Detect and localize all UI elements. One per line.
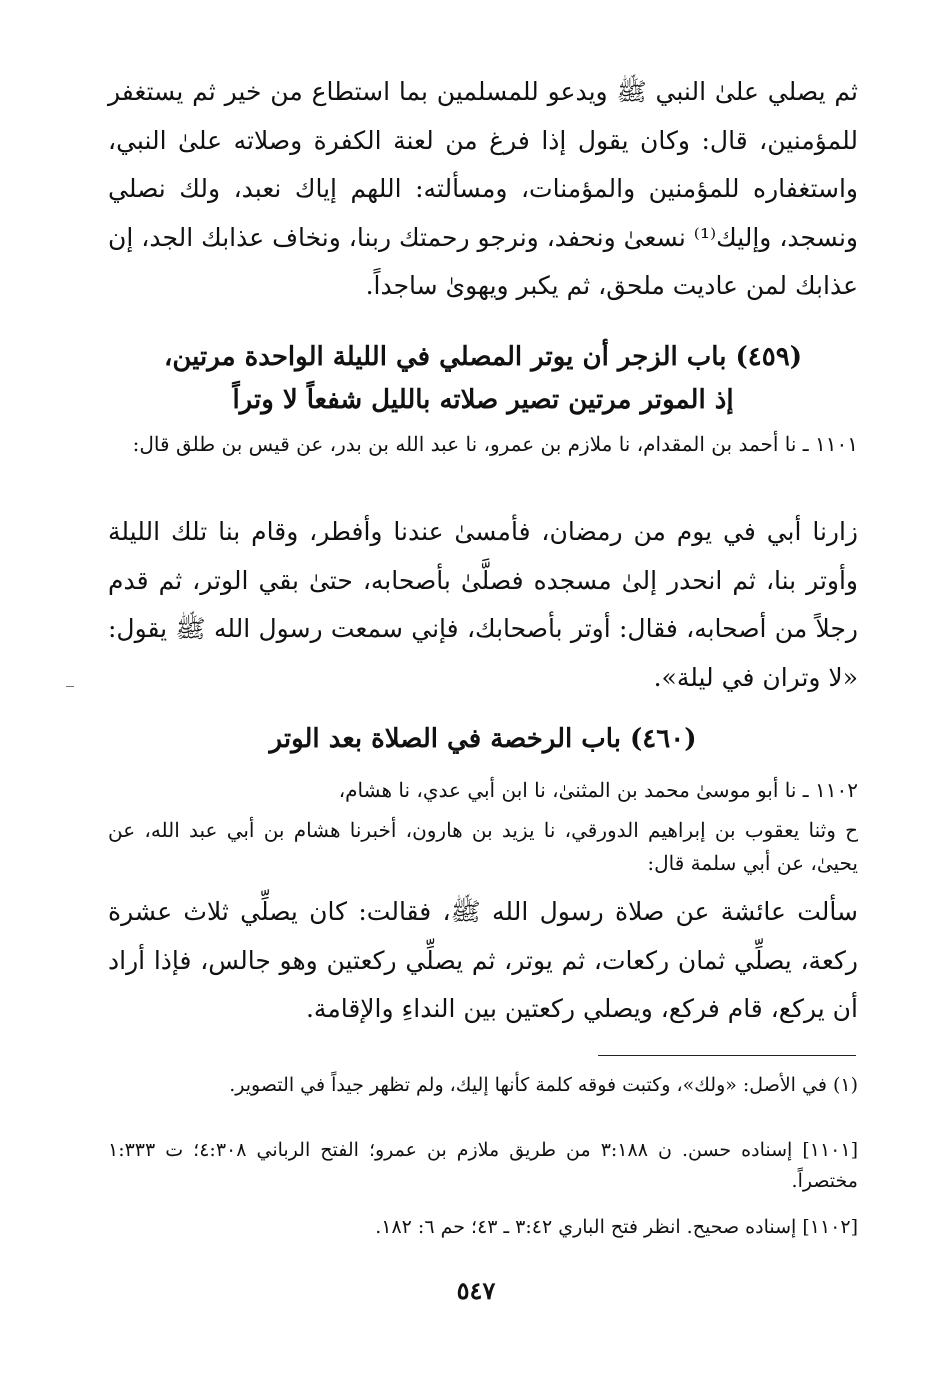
footnote-1: (١) في الأصل: «ولك»، وكتبت فوقه كلمة كأنها إليك، ولم تظهر جيداً في التصوير. [229, 1074, 858, 1096]
footnote-1102: [١١٠٢] إسناده صحيح. انظر فتح الباري ٣:٤٢ ـ ٤٣؛ حم ٦: ١٨٢. [375, 1216, 858, 1238]
chapter-460-heading: (٤٦٠) باب الرخصة في الصلاة بعد الوتر [269, 724, 697, 754]
page-number: ٥٤٧ [456, 1276, 496, 1305]
hadith-1101-matn: زارنا أبي في يوم من رمضان، فأمسىٰ عندنا وأفطر، وقام بنا تلك الليلة وأوتر بنا، ثم انحدر إلىٰ مسجده فصلَّىٰ بأصحابه، حتىٰ بقي الوتر، ثم قدم رجلاً من أصحابه، فقال: أوتر بأصحابك، فإني سمعت رسول الله ﷺ يقول: «لا وتران في ليلة». [108, 517, 858, 692]
footnote-separator [598, 1055, 856, 1056]
chapter-459-title-line2: إذ الموتر مرتين تصير صلاته بالليل شفعاً لا وتراً [232, 385, 734, 415]
margin-mark [66, 686, 74, 687]
chapter-459-heading [108, 336, 858, 422]
hadith-1102-isnad-2: ح وثنا يعقوب بن إبراهيم الدورقي، نا يزيد بن هارون، أخبرنا هشام بن أبي عبد الله، عن يحيىٰ، عن أبي سلمة قال: [108, 818, 858, 875]
chapter-459-title-line1: (٤٥٩) باب الزجر أن يوتر المصلي في الليلة الواحدة مرتين، [163, 342, 803, 372]
hadith-1101-isnad: ١١٠١ ـ نا أحمد بن المقدام، نا ملازم بن عمرو، نا عبد الله بن بدر، عن قيس بن طلق قال: [132, 432, 858, 456]
footnote-1101: [١١٠١] إسناده حسن. ن ٣:١٨٨ من طريق ملازم بن عمرو؛ الفتح الرباني ٤:٣٠٨؛ ت ١:٣٣٣ مختصراً. [108, 1139, 858, 1192]
intro-paragraph: ثم يصلي علىٰ النبي ﷺ ويدعو للمسلمين بما استطاع من خير ثم يستغفر للمؤمنين، قال: وكان يقول إذا فرغ من لعنة الكفرة وصلاته علىٰ النبي، واستغفاره للمؤمنين والمؤمنات، ومسألته: اللهم إياك نعبد، ولك نصلي ونسجد، وإليك⁽¹⁾ نسعىٰ ونحفد، ونرجو رحمتك ربنا، ونخاف عذابك الجد، إن عذابك لمن عاديت ملحق، ثم يكبر ويهوىٰ ساجداً. [108, 77, 858, 300]
hadith-1102-isnad-1: ١١٠٢ ـ نا أبو موسىٰ محمد بن المثنىٰ، نا ابن أبي عدي، نا هشام، [338, 778, 858, 802]
hadith-1102-matn: سألت عائشة عن صلاة رسول الله ﷺ، فقالت: كان يصلِّي ثلاث عشرة ركعة، يصلِّي ثمان ركعات، ثم يوتر، ثم يصلِّي ركعتين وهو جالس، فإذا أراد أن يركع، قام فركع، ويصلي ركعتين بين النداءِ والإقامة. [108, 897, 858, 1023]
